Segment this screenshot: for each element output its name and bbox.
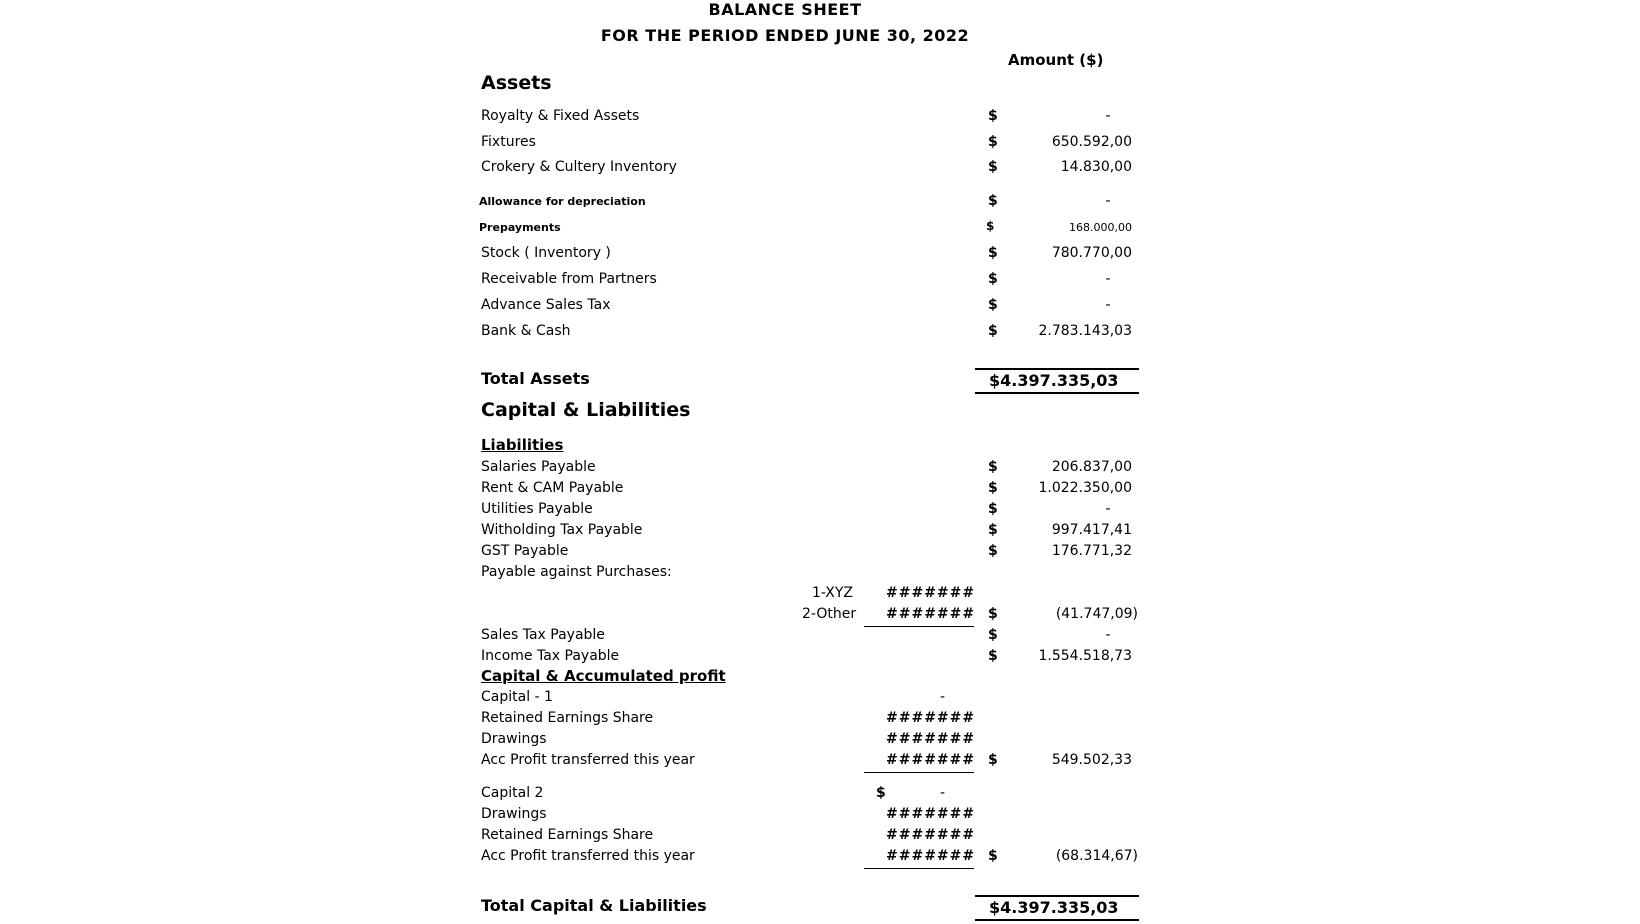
currency-symbol: $ [988, 848, 998, 864]
liability-value: - [1105, 501, 1111, 517]
liability-label: Rent & CAM Payable [481, 480, 624, 496]
capital-2-label: Capital 2 [481, 785, 544, 801]
assets-heading: Assets [481, 72, 552, 94]
total-capital-liabilities-value: $4.397.335,03 [989, 898, 1119, 917]
currency-symbol: $ [988, 480, 998, 496]
purchases-sub2-value: ####### [886, 606, 976, 622]
currency-symbol: $ [988, 522, 998, 538]
capital-1-label: Capital - 1 [481, 689, 553, 705]
capital-2-row-label: Acc Profit transferred this year [481, 848, 695, 864]
capital-2-row-value: ####### [886, 827, 976, 843]
asset-value: - [1105, 271, 1111, 287]
asset-value: 168.000,00 [1069, 221, 1132, 234]
total-assets-label: Total Assets [481, 369, 590, 388]
asset-label: Stock ( Inventory ) [481, 245, 611, 261]
liability-label: Salaries Payable [481, 459, 596, 475]
subtotal-underline [864, 772, 974, 773]
asset-value: - [1105, 108, 1111, 124]
asset-value: 780.770,00 [1051, 245, 1132, 261]
currency-symbol: $ [876, 785, 886, 801]
currency-symbol: $ [988, 245, 998, 261]
capital-2-dash: - [940, 785, 946, 801]
liability-label: Witholding Tax Payable [481, 522, 643, 538]
currency-symbol: $ [988, 159, 998, 175]
currency-symbol: $ [988, 752, 998, 768]
capital-liabilities-heading: Capital & Liabilities [481, 399, 691, 421]
liability-value: - [1105, 627, 1111, 643]
capital-2-row-value: ####### [886, 806, 976, 822]
capital-2-row-value: ####### [886, 848, 976, 864]
asset-label: Receivable from Partners [481, 271, 657, 287]
liability-label: Sales Tax Payable [481, 627, 605, 643]
purchases-sub1-value: ####### [886, 585, 976, 601]
capital-2-value: (68.314,67) [1055, 848, 1138, 864]
currency-symbol: $ [988, 108, 998, 124]
currency-symbol: $ [988, 193, 998, 209]
liability-label: Income Tax Payable [481, 648, 620, 664]
capital-1-row-value: ####### [886, 752, 976, 768]
capital-1-value: 549.502,33 [1051, 752, 1132, 768]
capital-1-row-label: Drawings [481, 731, 547, 747]
sheet-title: BALANCE SHEET [708, 0, 862, 19]
purchases-sub1-label: 1-XYZ [812, 585, 853, 601]
currency-symbol: $ [988, 323, 998, 339]
asset-label: Allowance for depreciation [479, 195, 646, 208]
currency-symbol: $ [988, 134, 998, 150]
currency-symbol: $ [988, 271, 998, 287]
amount-column-header: Amount ($) [1008, 51, 1104, 69]
purchases-value: (41.747,09) [1055, 606, 1138, 622]
liability-label: Utilities Payable [481, 501, 593, 517]
asset-value: - [1105, 193, 1111, 209]
currency-symbol: $ [988, 627, 998, 643]
capital-1-row-value: ####### [886, 710, 976, 726]
purchases-sub2-label: 2-Other [802, 606, 857, 622]
liability-value: 997.417,41 [1051, 522, 1132, 538]
currency-symbol: $ [988, 648, 998, 664]
asset-value: 2.783.143,03 [1038, 323, 1132, 339]
currency-symbol: $ [986, 219, 995, 233]
total-capital-liabilities-label: Total Capital & Liabilities [481, 896, 707, 915]
asset-label: Crokery & Cultery Inventory [481, 159, 677, 175]
asset-label: Advance Sales Tax [481, 297, 611, 313]
sheet-subtitle: FOR THE PERIOD ENDED JUNE 30, 2022 [600, 26, 970, 45]
capital-1-row-label: Acc Profit transferred this year [481, 752, 695, 768]
liability-label: GST Payable [481, 543, 569, 559]
currency-symbol: $ [988, 297, 998, 313]
capital-1-row-value: ####### [886, 731, 976, 747]
currency-symbol: $ [988, 501, 998, 517]
asset-label: Fixtures [481, 134, 536, 150]
liability-value: 206.837,00 [1051, 459, 1132, 475]
total-assets-box [975, 368, 1139, 394]
total-assets-value: $4.397.335,03 [989, 371, 1119, 390]
subtotal-underline [864, 626, 974, 627]
capital-1-dash: - [940, 689, 946, 705]
liabilities-heading: Liabilities [481, 436, 564, 454]
capital-accumulated-heading: Capital & Accumulated profit [481, 667, 726, 685]
currency-symbol: $ [988, 543, 998, 559]
asset-label: Prepayments [479, 221, 561, 234]
liability-value: 1.554.518,73 [1038, 648, 1132, 664]
capital-2-row-label: Retained Earnings Share [481, 827, 654, 843]
asset-value: 650.592,00 [1051, 134, 1132, 150]
liability-value: 176.771,32 [1051, 543, 1132, 559]
currency-symbol: $ [988, 459, 998, 475]
currency-symbol: $ [988, 606, 998, 622]
asset-label: Royalty & Fixed Assets [481, 108, 640, 124]
total-capital-liabilities-box [975, 895, 1139, 921]
asset-label: Bank & Cash [481, 323, 571, 339]
capital-2-row-label: Drawings [481, 806, 547, 822]
purchases-label: Payable against Purchases: [481, 564, 672, 580]
subtotal-underline [864, 868, 974, 869]
liability-value: 1.022.350,00 [1038, 480, 1132, 496]
capital-1-row-label: Retained Earnings Share [481, 710, 654, 726]
asset-value: 14.830,00 [1060, 159, 1132, 175]
asset-value: - [1105, 297, 1111, 313]
